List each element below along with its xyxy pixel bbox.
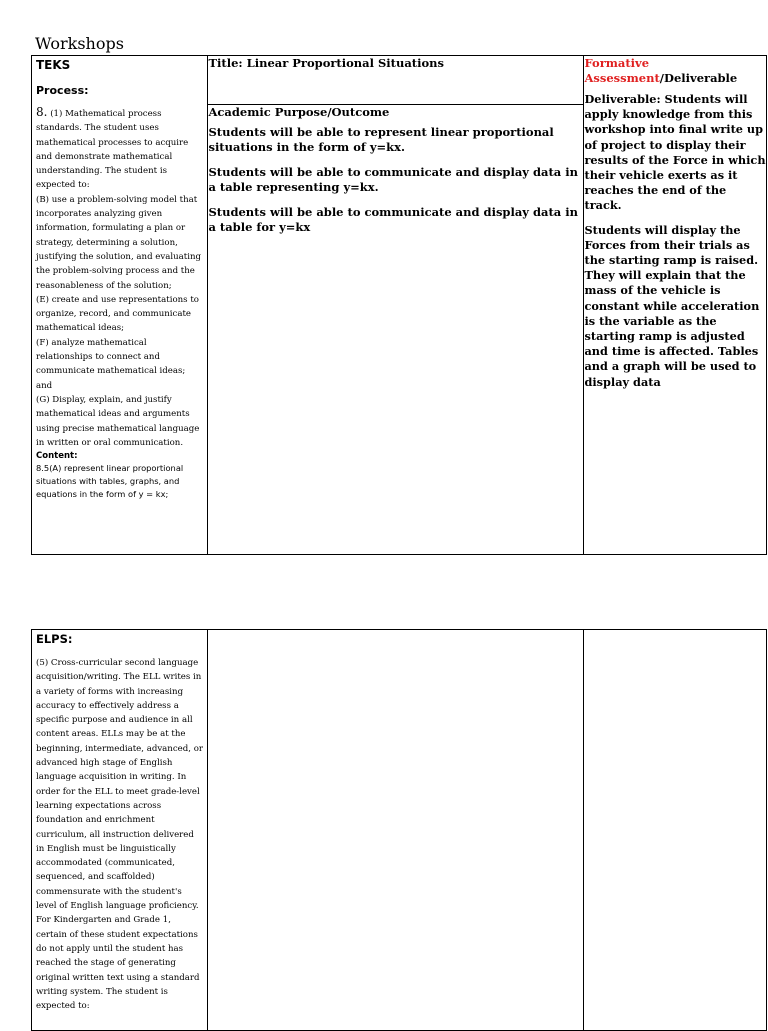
elps-title: ELPS: [36, 632, 73, 646]
deliverable-text: Students will display the Forces from their trials as the starting ramp is raised. They will explain that the mass of the vehicle is constant while acceleration is the variable as the starting ramp is adjusted and time is affected. Tables and a graph will be used to display data [584, 222, 760, 389]
deliverable-label: /Deliverable [659, 71, 738, 85]
formative-assessment-label: Formative Assessment [584, 56, 660, 85]
page-heading: Workshops [35, 34, 124, 53]
content-text: 8.5(A) represent linear proportional situations with tables, graphs, and equations in the form of y = kx; [36, 463, 184, 500]
elps-cell [32, 630, 208, 1031]
teks-title: TEKS [36, 58, 71, 72]
deliverable-text: Deliverable: Students will apply knowledge from this workshop into final write up of project to display their results of the Force in which their vehicle exerts as it reaches the end of the track. [584, 92, 766, 213]
workshop-table [31, 55, 767, 555]
content-label: Content: [36, 451, 78, 462]
process-item [36, 105, 203, 193]
teks-cell [32, 56, 208, 555]
elps-table [31, 629, 767, 1031]
purpose-heading: Academic Purpose/Outcome [208, 105, 390, 119]
purpose-cell [208, 105, 584, 555]
purpose-item: Students will be able to communicate and display data in a table for y=kx [208, 205, 578, 234]
elps-text: (5) Cross-curricular second language acquisition/writing. The ELL writes in a variety of forms with increasing accuracy to effectively address a specific purpose and audience in all content areas. ELLs may be at the beginning, intermediate, advanced, or advanced high stage of English language acquisition in writing. In order for the ELL to meet grade-level learning expectations across foundation and enrichment curriculum, all instruction delivered in English must be linguistically accommodated (communicated, sequenced, and scaffolded) commensurate with the student's level of English language proficiency. For Kindergarten and Grade 1, certain of these student expectations do not apply until the student has reached the stage of generating original written text using a standard writing system. The student is expected to: [36, 658, 203, 1012]
title-cell [208, 56, 584, 105]
formative-assessment-cell [584, 56, 767, 555]
purpose-item: Students will be able to represent linear proportional situations in the form of y=kx. [208, 125, 554, 154]
process-text [32, 97, 207, 501]
formative-assessment-heading [584, 56, 766, 86]
process-item-text: (1) Mathematical process standards. The student uses mathematical processes to acquire and demonstrate mathematical understanding. The student is expected to: [36, 109, 189, 191]
process-item: (E) create and use representations to organize, record, and communicate mathematical ideas; [36, 294, 199, 334]
process-item: (F) analyze mathematical relationships to connect and communicate mathematical ideas; and [36, 337, 186, 391]
process-item: (B) use a problem-solving model that incorporates analyzing given information, formulating a plan or strategy, determining a solution, justifying the solution, and evaluating the problem-solving process and the reasonableness of the solution; [36, 194, 202, 291]
empty-cell [208, 630, 584, 1031]
workshop-title: Title: Linear Proportional Situations [208, 56, 444, 70]
purpose-item: Students will be able to communicate and display data in a table representing y=kx. [208, 165, 578, 194]
process-label: Process: [36, 84, 89, 97]
process-item: (G) Display, explain, and justify mathematical ideas and arguments using precise mathematical language in written or oral communication. [36, 394, 200, 448]
process-number: 8. [36, 105, 48, 119]
empty-cell [584, 630, 767, 1031]
